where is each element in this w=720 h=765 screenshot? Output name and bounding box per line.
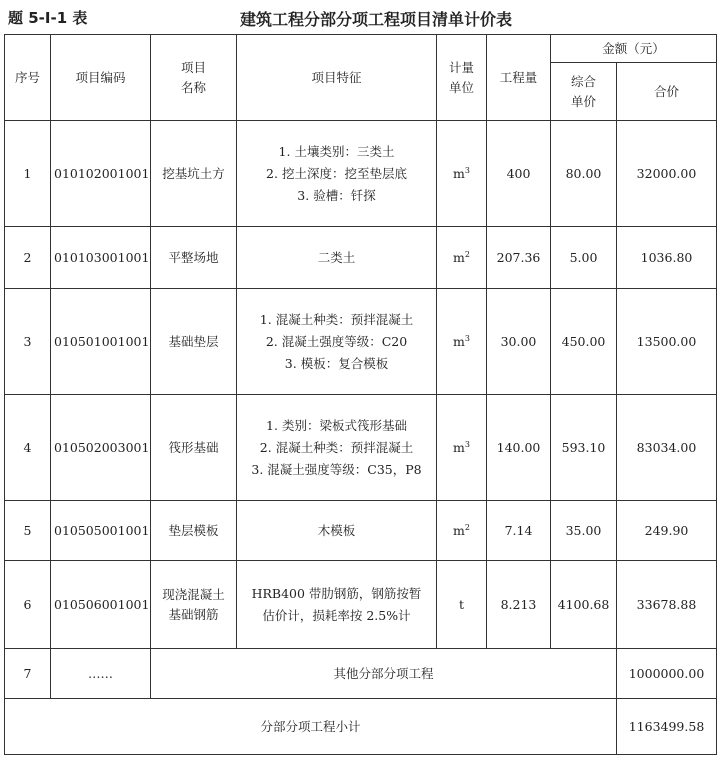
table-number: 题 5-Ⅰ-1 表	[8, 9, 88, 27]
cell-unit	[437, 121, 487, 227]
unit-exponent: 3	[464, 439, 470, 449]
bill-of-quantities-table	[4, 34, 717, 755]
col-seq: 序号	[5, 35, 51, 121]
table-row	[5, 561, 717, 649]
feature-line: 二类土	[317, 249, 356, 265]
cell-other-label: 其他分部分项工程	[151, 649, 617, 699]
cell-name-line: 挖基坑土方	[162, 165, 225, 181]
cell-unit-price: 593.10	[551, 395, 617, 501]
cell-name	[151, 395, 237, 501]
col-unit-price-line2: 单价	[570, 93, 596, 109]
table-header	[0, 0, 720, 34]
cell-seq: 5	[5, 501, 51, 561]
cell-features	[237, 501, 437, 561]
cell-total: 249.90	[617, 501, 717, 561]
cell-total: 1036.80	[617, 227, 717, 289]
col-unit-line1: 计量	[448, 59, 474, 75]
table-row	[5, 227, 717, 289]
col-features: 项目特征	[237, 35, 437, 121]
col-unit-price-line1: 综合	[570, 73, 596, 89]
feature-line: 3. 模板：复合模板	[284, 355, 389, 371]
cell-unit	[437, 395, 487, 501]
table-title: 建筑工程分部分项工程项目清单计价表	[240, 10, 513, 29]
unit-base: m	[453, 439, 465, 455]
cell-seq: 7	[5, 649, 51, 699]
table-row	[5, 501, 717, 561]
feature-line: 1. 土壤类别：三类土	[278, 143, 395, 159]
cell-unit	[437, 561, 487, 649]
cell-name-line: 平整场地	[168, 249, 219, 265]
cell-seq: 4	[5, 395, 51, 501]
cell-seq: 6	[5, 561, 51, 649]
feature-line: 1. 类别：梁板式筏形基础	[266, 417, 407, 433]
feature-line: 3. 混凝土强度等级：C35，P8	[251, 461, 422, 477]
cell-unit	[437, 289, 487, 395]
cell-name-line: 基础垫层	[168, 333, 219, 349]
cell-seq: 1	[5, 121, 51, 227]
feature-line: 2. 混凝土强度等级：C20	[265, 333, 408, 349]
cell-total: 13500.00	[617, 289, 717, 395]
cell-features	[237, 121, 437, 227]
cell-quantity: 8.213	[487, 561, 551, 649]
header-row	[5, 35, 717, 63]
cell-name-line: 垫层模板	[168, 522, 219, 538]
cell-name-line: 基础钢筋	[168, 606, 219, 622]
cell-code: 010506001001	[51, 561, 151, 649]
cell-subtotal-total: 1163499.58	[617, 699, 717, 755]
unit-exponent: 2	[464, 249, 470, 259]
cell-features	[237, 289, 437, 395]
unit-exponent: 2	[464, 522, 470, 532]
table-row	[5, 289, 717, 395]
cell-quantity: 7.14	[487, 501, 551, 561]
cell-name	[151, 289, 237, 395]
col-amount: 金额（元）	[551, 35, 717, 63]
cell-unit	[437, 501, 487, 561]
table-row	[5, 395, 717, 501]
cell-total: 83034.00	[617, 395, 717, 501]
cell-total: 1000000.00	[617, 649, 717, 699]
table-row-other	[5, 649, 717, 699]
cell-quantity: 207.36	[487, 227, 551, 289]
cell-unit	[437, 227, 487, 289]
unit-exponent: 3	[464, 165, 470, 175]
cell-unit-price: 35.00	[551, 501, 617, 561]
col-total: 合价	[617, 63, 717, 121]
feature-line: 估价计，损耗率按 2.5%计	[262, 607, 411, 623]
cell-features	[237, 395, 437, 501]
unit-base: m	[453, 165, 465, 181]
col-quantity: 工程量	[487, 35, 551, 121]
cell-unit-price: 5.00	[551, 227, 617, 289]
unit-base: m	[453, 333, 465, 349]
table-row	[5, 121, 717, 227]
cell-unit-price: 4100.68	[551, 561, 617, 649]
cell-features	[237, 227, 437, 289]
feature-line: 2. 混凝土种类：预拌混凝土	[259, 439, 414, 455]
cell-subtotal-label: 分部分项工程小计	[5, 699, 617, 755]
cell-quantity: 30.00	[487, 289, 551, 395]
cell-code: 010501001001	[51, 289, 151, 395]
cell-quantity: 400	[487, 121, 551, 227]
col-name-line1: 项目	[180, 59, 206, 75]
cell-features	[237, 561, 437, 649]
cell-quantity: 140.00	[487, 395, 551, 501]
unit-base: t	[458, 596, 465, 612]
unit-base: m	[453, 522, 465, 538]
col-code: 项目编码	[51, 35, 151, 121]
cell-unit-price: 80.00	[551, 121, 617, 227]
unit-exponent: 3	[464, 333, 470, 343]
cell-name	[151, 501, 237, 561]
cell-unit-price: 450.00	[551, 289, 617, 395]
cell-total: 33678.88	[617, 561, 717, 649]
table-row-subtotal	[5, 699, 717, 755]
cell-total: 32000.00	[617, 121, 717, 227]
cell-name-line: 现浇混凝土	[162, 586, 225, 602]
col-name	[151, 35, 237, 121]
col-name-line2: 名称	[180, 79, 206, 95]
col-unit-price	[551, 63, 617, 121]
cell-seq: 3	[5, 289, 51, 395]
cell-seq: 2	[5, 227, 51, 289]
cell-name	[151, 227, 237, 289]
cell-name	[151, 561, 237, 649]
feature-line: 3. 验槽：钎探	[297, 187, 376, 203]
unit-base: m	[453, 249, 465, 265]
feature-line: HRB400 带肋钢筋，钢筋按暂	[251, 585, 422, 601]
feature-line: 1. 混凝土种类：预拌混凝土	[259, 311, 414, 327]
cell-code: 010505001001	[51, 501, 151, 561]
cell-name-line: 筏形基础	[168, 439, 219, 455]
feature-line: 木模板	[317, 522, 356, 538]
feature-line: 2. 挖土深度：挖至垫层底	[266, 165, 407, 181]
col-unit	[437, 35, 487, 121]
col-unit-line2: 单位	[448, 79, 474, 95]
cell-code: 010502003001	[51, 395, 151, 501]
cell-code: ……	[51, 649, 151, 699]
cell-code: 010102001001	[51, 121, 151, 227]
cell-name	[151, 121, 237, 227]
cell-code: 010103001001	[51, 227, 151, 289]
